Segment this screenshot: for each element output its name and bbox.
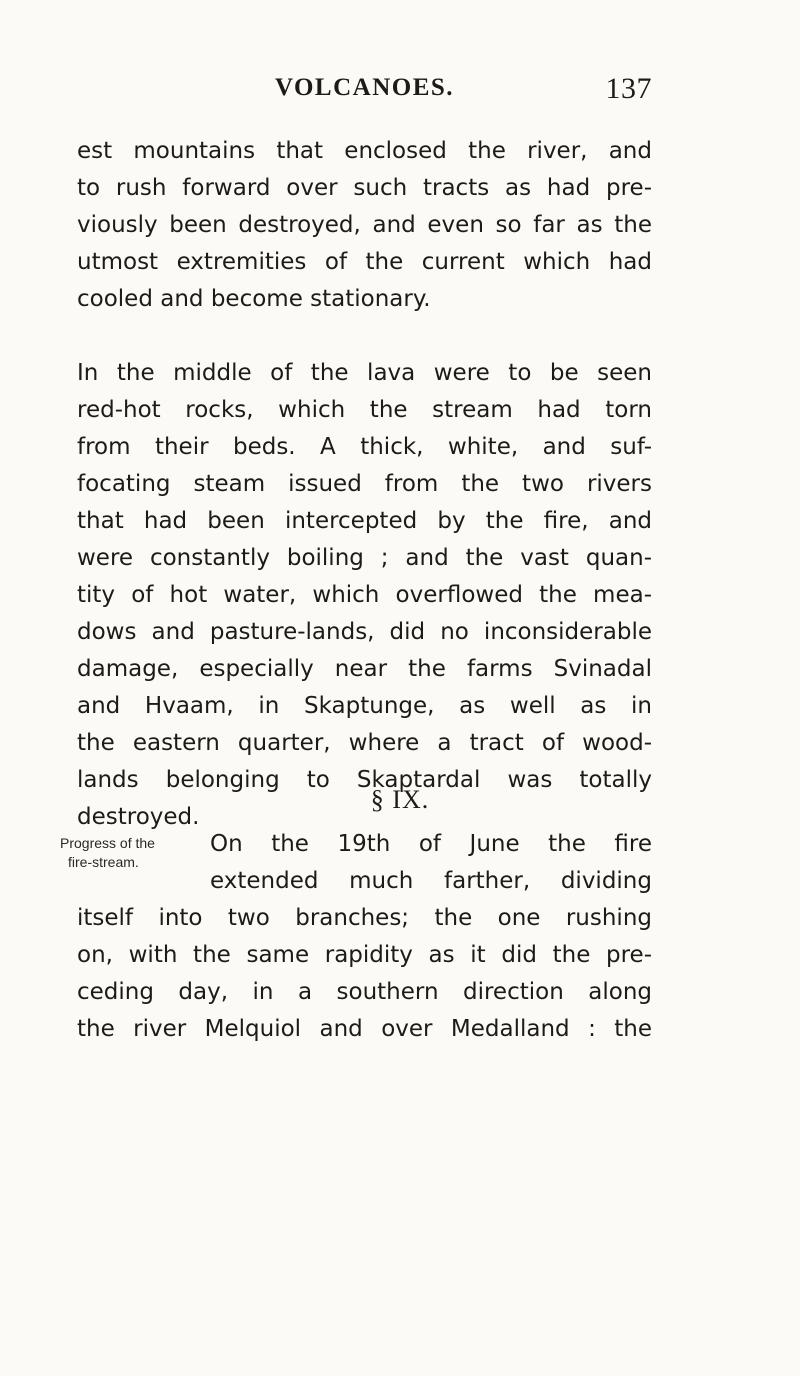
text-line: were constantly boiling ; and the vast quan- [77,545,652,571]
text-line: from their beds. A thick, white, and suf- [77,434,652,460]
margin-note-line: fire-stream. [68,854,139,870]
section-heading: § IX. [370,785,430,814]
running-head [77,74,652,114]
margin-note-line: Progress of the [60,835,155,851]
margin-note [60,834,205,872]
text-line: damage, especially near the farms Svinadal [77,656,652,682]
text-line: On the 19th of June the fire [210,831,652,857]
text-line: the river Melquiol and over Medalland : the [77,1016,652,1042]
text-line: itself into two branches; the one rushing [77,905,652,931]
text-line: In the middle of the lava were to be seen [77,360,652,386]
text-line: that had been intercepted by the fire, and [77,508,652,534]
text-line: dows and pasture-lands, did no inconsiderable [77,619,652,645]
text-line: ceding day, in a southern direction along [77,979,652,1005]
paragraph-3-continued [77,900,652,1048]
paragraph-3-indented [210,826,652,900]
text-line: destroyed. [77,804,200,830]
running-title: VOLCANOES. [274,74,455,101]
paragraph-2 [77,355,652,836]
text-line: viously been destroyed, and even so far as the [77,212,652,238]
text-line: est mountains that enclosed the river, and [77,138,652,164]
text-line: the eastern quarter, where a tract of wood- [77,730,652,756]
text-line: and Hvaam, in Skaptunge, as well as in [77,693,652,719]
text-line: lands belonging to Skaptardal was totally [77,767,652,793]
text-line: utmost extremities of the current which had [77,249,652,275]
text-line: cooled and become stationary. [77,286,431,312]
page-number: 137 [605,72,652,105]
text-line: to rush forward over such tracts as had pre- [77,175,652,201]
text-line: on, with the same rapidity as it did the pre- [77,942,652,968]
text-line: red-hot rocks, which the stream had torn [77,397,652,423]
text-line: extended much farther, dividing [210,868,652,894]
paragraph-1 [77,133,652,318]
text-line: focating steam issued from the two rivers [77,471,652,497]
text-line: tity of hot water, which overflowed the mea- [77,582,652,608]
